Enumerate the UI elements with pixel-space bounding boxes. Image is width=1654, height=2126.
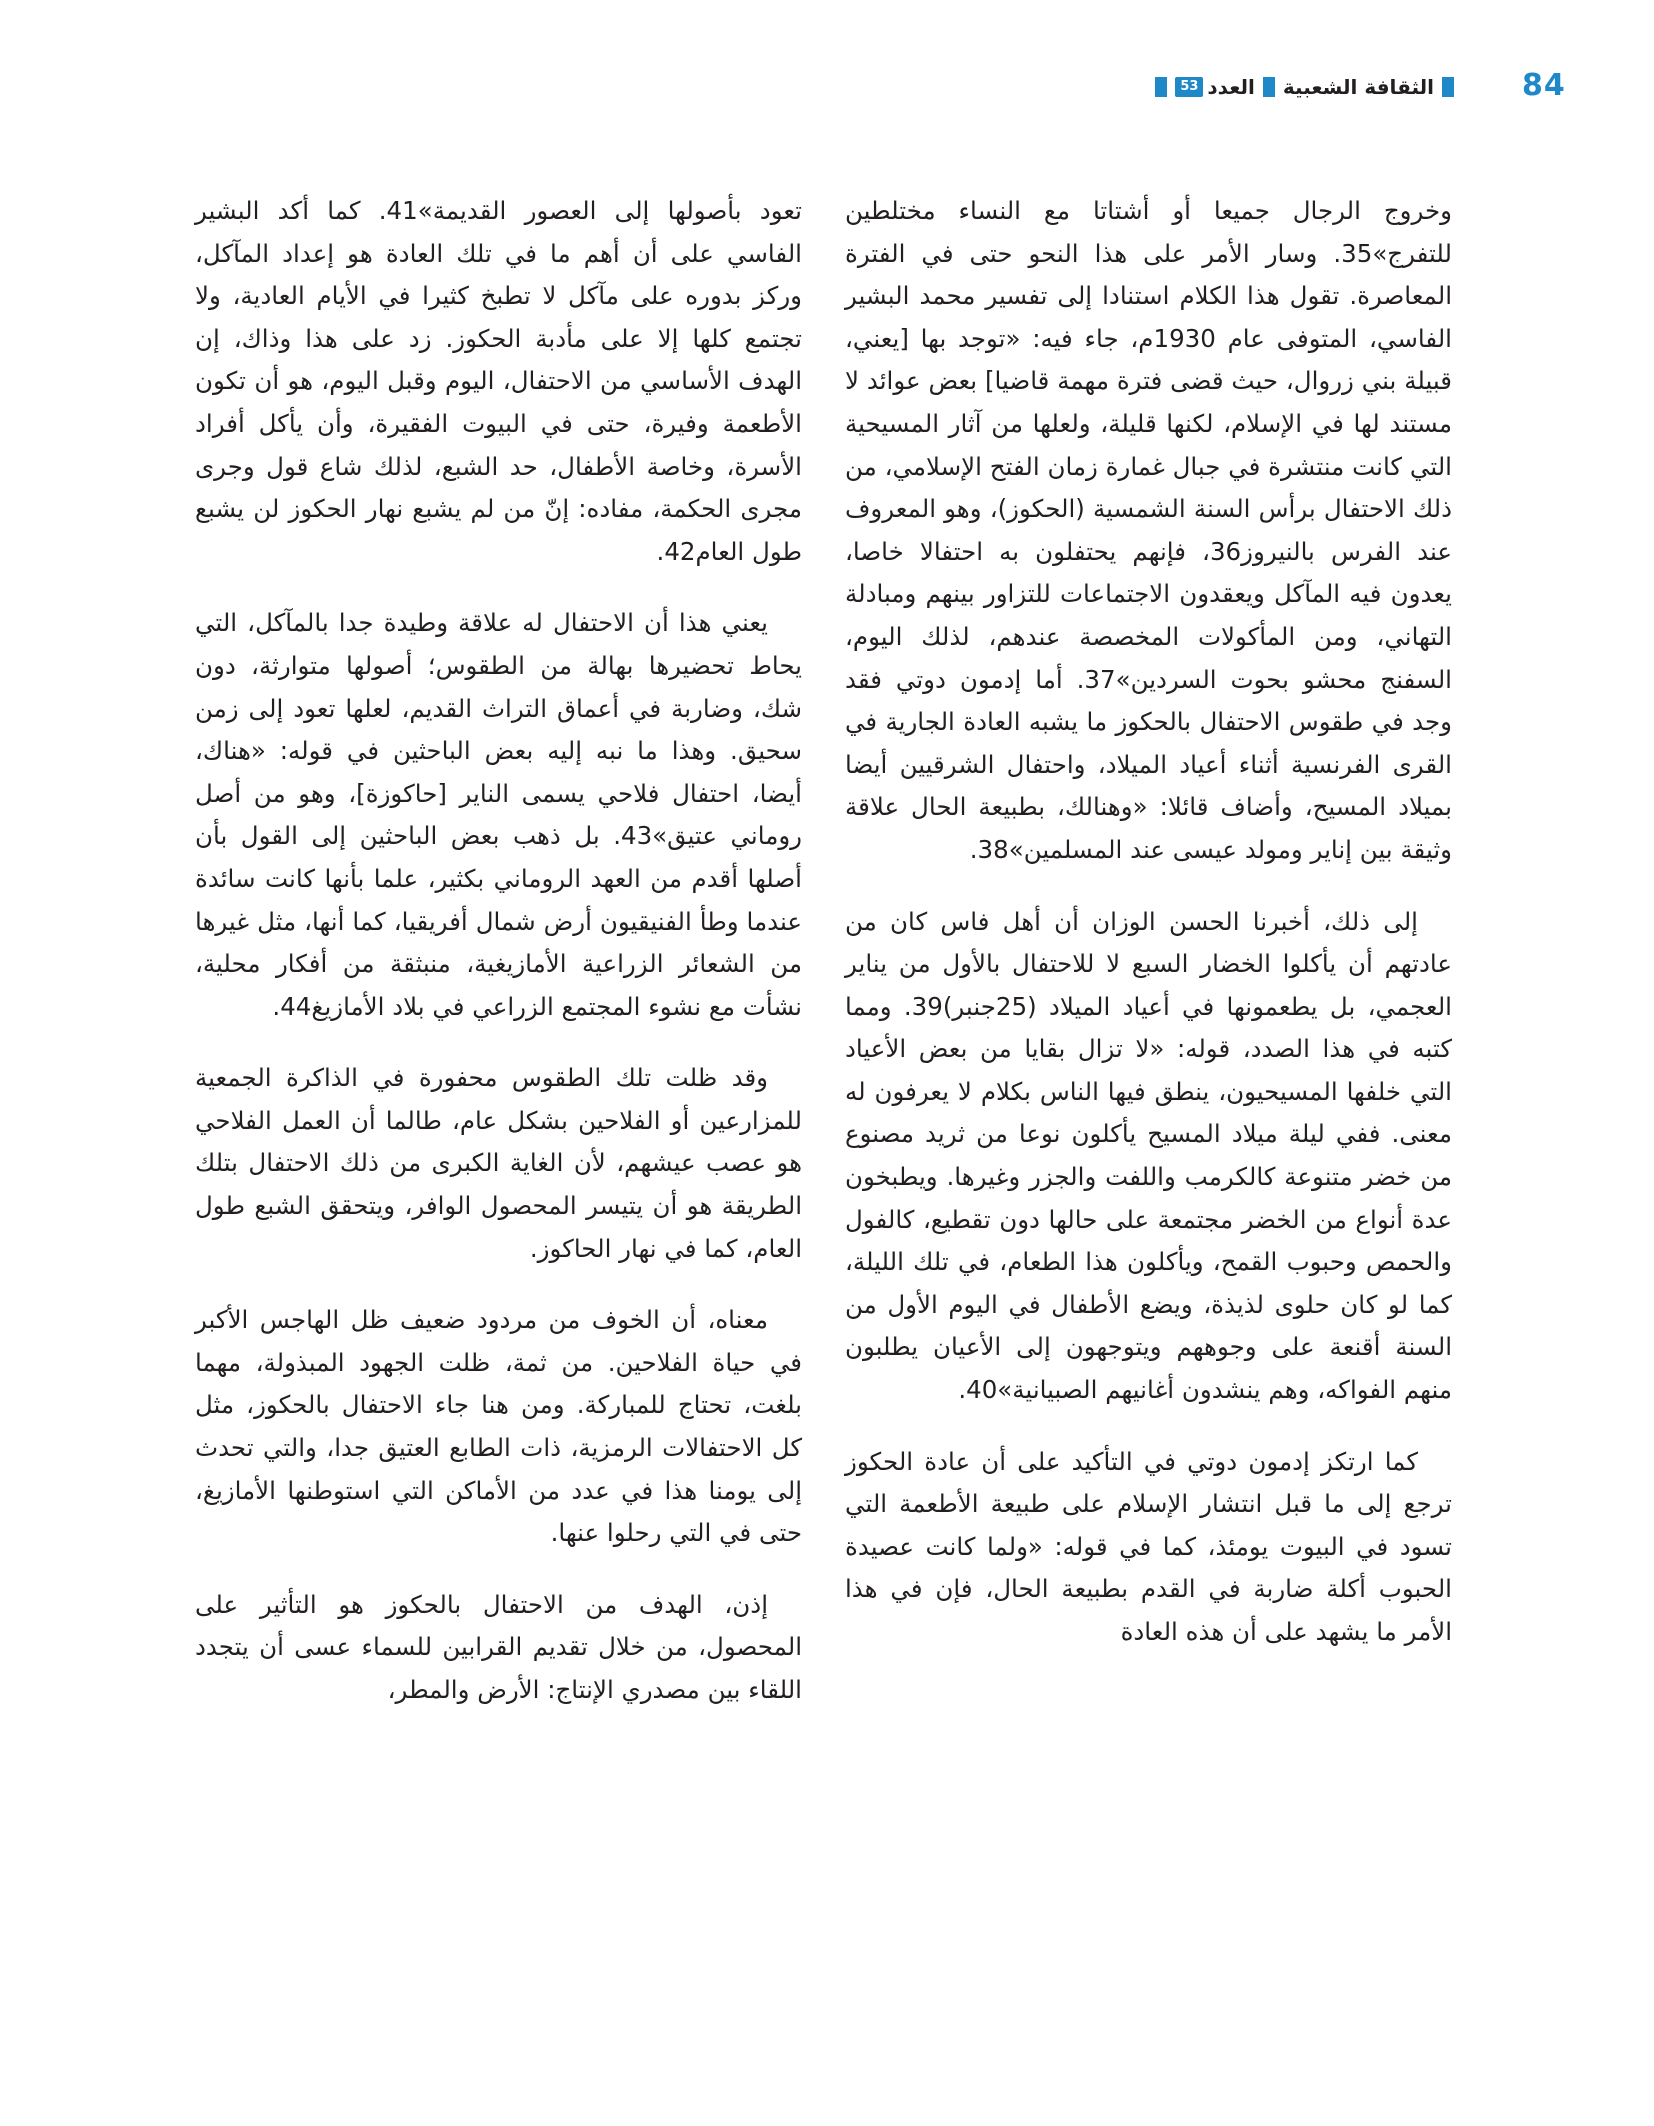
paragraph: وخروج الرجال جميعا أو أشتاتا مع النساء مختلطين للتفرج»35. وسار الأمر على هذا النحو حتى في الفترة المعاصرة. تقول هذا الكلام استنادا إلى تفسير محمد البشير الفاسي، المتوفى عام 1930م، جاء فيه: «توجد بها [يعني، قبيلة بني زروال، حيث قضى فترة مهمة قاضيا] بعض عوائد لا مستند لها في الإسلام، لكنها قليلة، ولعلها من آثار المسيحية التي كانت منتشرة في جبال غمارة زمان الفتح الإسلامي، من ذلك الاحتفال برأس السنة الشمسية (الحكوز)، وهو المعروف عند الفرس بالنيروز36، فإنهم يحتفلون به احتفالا خاصا، يعدون فيه المآكل ويعقدون الاجتماعات للتزاور بينهم ومبادلة التهاني، ومن المأكولات المخصصة عندهم، لذلك اليوم، السفنج محشو بحوت السردين»37. أما إدمون دوتي فقد وجد في طقوس الاحتفال بالحكوز ما يشبه العادة الجارية في القرى الفرنسية أثناء أعياد الميلاد، واحتفال الشرقيين أيضا بميلاد المسيح، وأضاف قائلا: «وهنالك، بطبيعة الحال علاقة وثيقة بين إناير ومولد عيسى عند المسلمين»38. xyxy=(845,196,1452,864)
marker-square-icon xyxy=(1263,77,1275,97)
paragraph: معناه، أن الخوف من مردود ضعيف ظل الهاجس الأكبر في حياة الفلاحين. من ثمة، ظلت الجهود المبذولة، مهما بلغت، تحتاج للمباركة. ومن هنا جاء الاحتفال بالحكوز، مثل كل الاحتفالات الرمزية، ذات الطابع العتيق جدا، والتي تحدث إلى يومنا هذا في عدد من الأماكن التي استوطنها الأمازيغ، حتى في التي رحلوا عنها. xyxy=(195,1305,802,1548)
paragraph: كما ارتكز إدمون دوتي في التأكيد على أن عادة الحكوز ترجع إلى ما قبل انتشار الإسلام على طبيعة الأطعمة التي تسود في البيوت يومئذ، كما في قوله: «ولما كانت عصيدة الحبوب أكلة ضاربة في القدم بطبيعة الحال، فإن في هذا الأمر ما يشهد على أن هذه العادة xyxy=(845,1446,1452,1646)
article-column-left xyxy=(195,190,802,1741)
issue-label: العدد xyxy=(1207,75,1255,99)
paragraph: إذن، الهدف من الاحتفال بالحكوز هو التأثير على المحصول، من خلال تقديم القرابين للسماء عسى أن يتجدد اللقاء بين مصدري الإنتاج: الأرض والمطر، xyxy=(195,1589,802,1704)
paragraph: وقد ظلت تلك الطقوس محفورة في الذاكرة الجمعية للمزارعين أو الفلاحين بشكل عام، طالما أن العمل الفلاحي هو عصب عيشهم، لأن الغاية الكبرى من ذلك الاحتفال بتلك الطريقة هو أن يتيسر المحصول الوافر، ويتحقق الشبع طول العام، كما في نهار الحاكوز. xyxy=(195,1063,802,1263)
marker-square-icon xyxy=(1155,77,1167,97)
issue-label-group xyxy=(1175,75,1255,99)
page-number: 84 xyxy=(1522,68,1566,103)
issue-number: 53 xyxy=(1175,77,1203,97)
marker-square-icon xyxy=(1442,77,1454,97)
article-column-right xyxy=(845,190,1452,1683)
paragraph: تعود بأصولها إلى العصور القديمة»41. كما أكد البشير الفاسي على أن أهم ما في تلك العادة هو إعداد المآكل، وركز بدوره على مآكل لا تطبخ كثيرا في الأيام العادية، ولا تجتمع كلها إلا على مأدبة الحكوز. زد على هذا وذاك، إن الهدف الأساسي من الاحتفال، اليوم وقبل اليوم، هو أن تكون الأطعمة وفيرة، حتى في البيوت الفقيرة، وأن يأكل أفراد الأسرة، وخاصة الأطفال، حد الشبع، لذلك شاع قول وجرى مجرى الحكمة، مفاده: إنّ من لم يشبع نهار الحكوز لن يشبع طول العام42. xyxy=(195,196,802,566)
paragraph: إلى ذلك، أخبرنا الحسن الوزان أن أهل فاس كان من عادتهم أن يأكلوا الخضار السبع لا للاحتفال بالأول من يناير العجمي، بل يطعمونها في أعياد الميلاد (25جنبر)39. ومما كتبه في هذا الصدد، قوله: «لا تزال بقايا من بعض الأعياد التي خلفها المسيحيون، ينطق فيها الناس بكلام لا يعرفون له معنى. ففي ليلة ميلاد المسيح يأكلون نوعا من ثريد مصنوع من خضر متنوعة كالكرمب واللفت والجزر وغيرها. ويطبخون عدة أنواع من الخضر مجتمعة على حالها دون تقطيع، كالفول والحمص وحبوب القمح، ويأكلون هذا الطعام، في تلك الليلة، كما لو كان حلوى لذيذة، ويضع الأطفال في اليوم الأول من السنة أقنعة على وجوههم ويتوجهون إلى الأعيان يطلبون منهم الفواكه، وهم ينشدون أغانيهم الصبيانية»40. xyxy=(845,906,1452,1405)
magazine-title: الثقافة الشعبية xyxy=(1282,75,1434,99)
running-head xyxy=(1155,72,1454,102)
page-header xyxy=(0,66,1654,106)
paragraph: يعني هذا أن الاحتفال له علاقة وطيدة جدا بالمآكل، التي يحاط تحضيرها بهالة من الطقوس؛ أصولها متوارثة، دون شك، وضاربة في أعماق التراث القديم، لعلها تعود إلى زمن سحيق. وهذا ما نبه إليه بعض الباحثين في قوله: «هناك، أيضا، احتفال فلاحي يسمى الناير [حاكوزة]، وهو من أصل روماني عتيق»43. بل ذهب بعض الباحثين إلى القول بأن أصلها أقدم من العهد الروماني بكثير، علما بأنها كانت سائدة عندما وطأ الفنيقيون أرض شمال أفريقيا، كما أنها، مثل غيرها من الشعائر الزراعية الأمازيغية، منبثقة من أفكار محلية، نشأت مع نشوء المجتمع الزراعي في بلاد الأمازيغ44. xyxy=(195,608,802,1021)
